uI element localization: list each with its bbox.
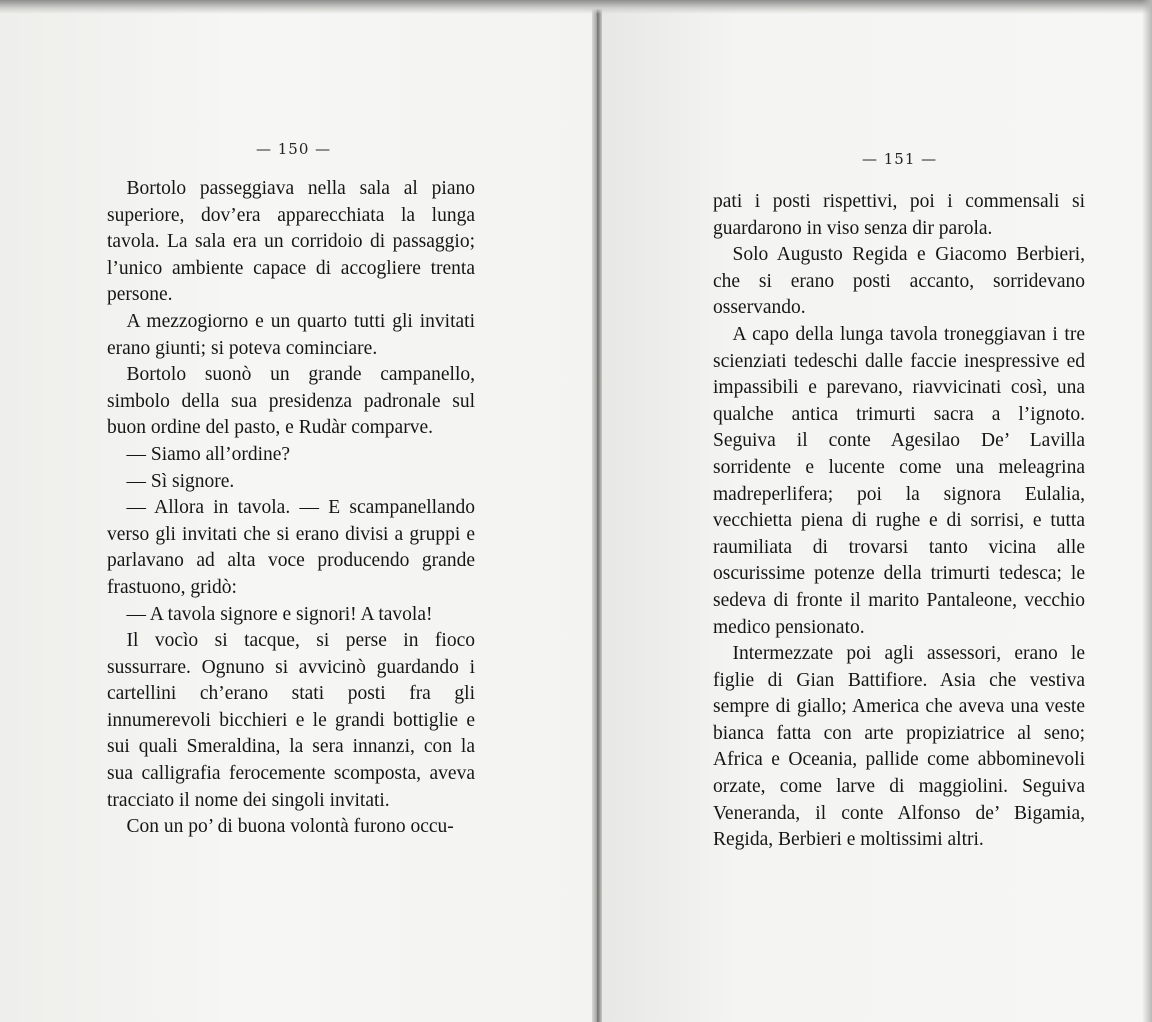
paragraph: Bortolo suonò un grande campanello, simbolo della sua presidenza padronale sul buon ordine del pasto, e Rudàr comparve. xyxy=(107,364,475,439)
paragraph: Solo Augusto Regida e Giacomo Berbieri, che si erano posti accanto, sorridevano osservando. xyxy=(713,244,1085,319)
paragraph: — Siamo all’ordine? xyxy=(126,443,291,465)
paragraph: — A tavola signore e signori! A tavola! xyxy=(126,603,433,625)
page-number-left: — 150 — xyxy=(256,140,332,158)
paragraph: Il vocìo si tacque, si perse in fioco sussurrare. Ognuno si avvicinò guardando i cartellini ch’erano stati posti fra gli innumerevoli bicchieri e le grandi bottiglie e sui quali Smeraldina, la sera innanzi, con la sua calligrafia ferocemente scomposta, aveva tracciato il nome dei singoli invitati. xyxy=(107,630,475,811)
paragraph: — Sì signore. xyxy=(126,470,235,492)
left-page-text xyxy=(107,176,475,841)
right-edge-shadow xyxy=(1142,0,1152,1022)
page-number-right: — 151 — xyxy=(862,150,938,168)
right-page-text xyxy=(713,189,1085,854)
paragraph: Intermezzate poi agli assessori, erano le figlie di Gian Battifiore. Asia che vestiva sempre di giallo; America che aveva una veste bianca fatta con arte propiziatrice al seno; Africa e Oceania, pallide come abbominevoli orzate, come larve di maggiolini. Seguiva Veneranda, il conte Alfonso de’ Bigamia, Regida, Berbieri e moltissimi altri. xyxy=(713,643,1085,851)
paragraph: — Allora in tavola. — E scampanellando verso gli invitati che si erano divisi a gruppi e parlavano ad alta voce producendo grande frastuono, gridò: xyxy=(107,497,475,598)
book-gutter xyxy=(592,0,602,1022)
paragraph: A mezzogiorno e un quarto tutti gli invitati erano giunti; si poteva cominciare. xyxy=(107,310,475,359)
top-edge-shadow xyxy=(0,0,1152,14)
paragraph: pati i posti rispettivi, poi i commensali si guardarono in viso senza dir parola. xyxy=(713,191,1085,239)
paragraph: A capo della lunga tavola troneggiavan i tre scienziati tedeschi dalle faccie inespressive ed impassibili e parevano, riavvicinati così, una qualche antica trimurti sacra a l’ignoto. Seguiva il conte Agesilao De’ Lavilla sorridente e lucente come una meleagrina madreperlifera; poi la signora Eulalia, vecchietta piena di rughe e di sorrisi, e tutta raumiliata di trovarsi tanto vicina alle oscurissime potenze della trimurti tedesca; le sedeva di fronte il marito Pantaleone, vecchio medico pensionato. xyxy=(713,323,1085,638)
paragraph: Con un po’ di buona volontà furono occu- xyxy=(126,816,454,838)
paragraph: Bortolo passeggiava nella sala al piano superiore, dov’era apparecchiata la lunga tavola. La sala era un corridoio di passaggio; l’unico ambiente capace di accogliere trenta persone. xyxy=(107,178,475,306)
